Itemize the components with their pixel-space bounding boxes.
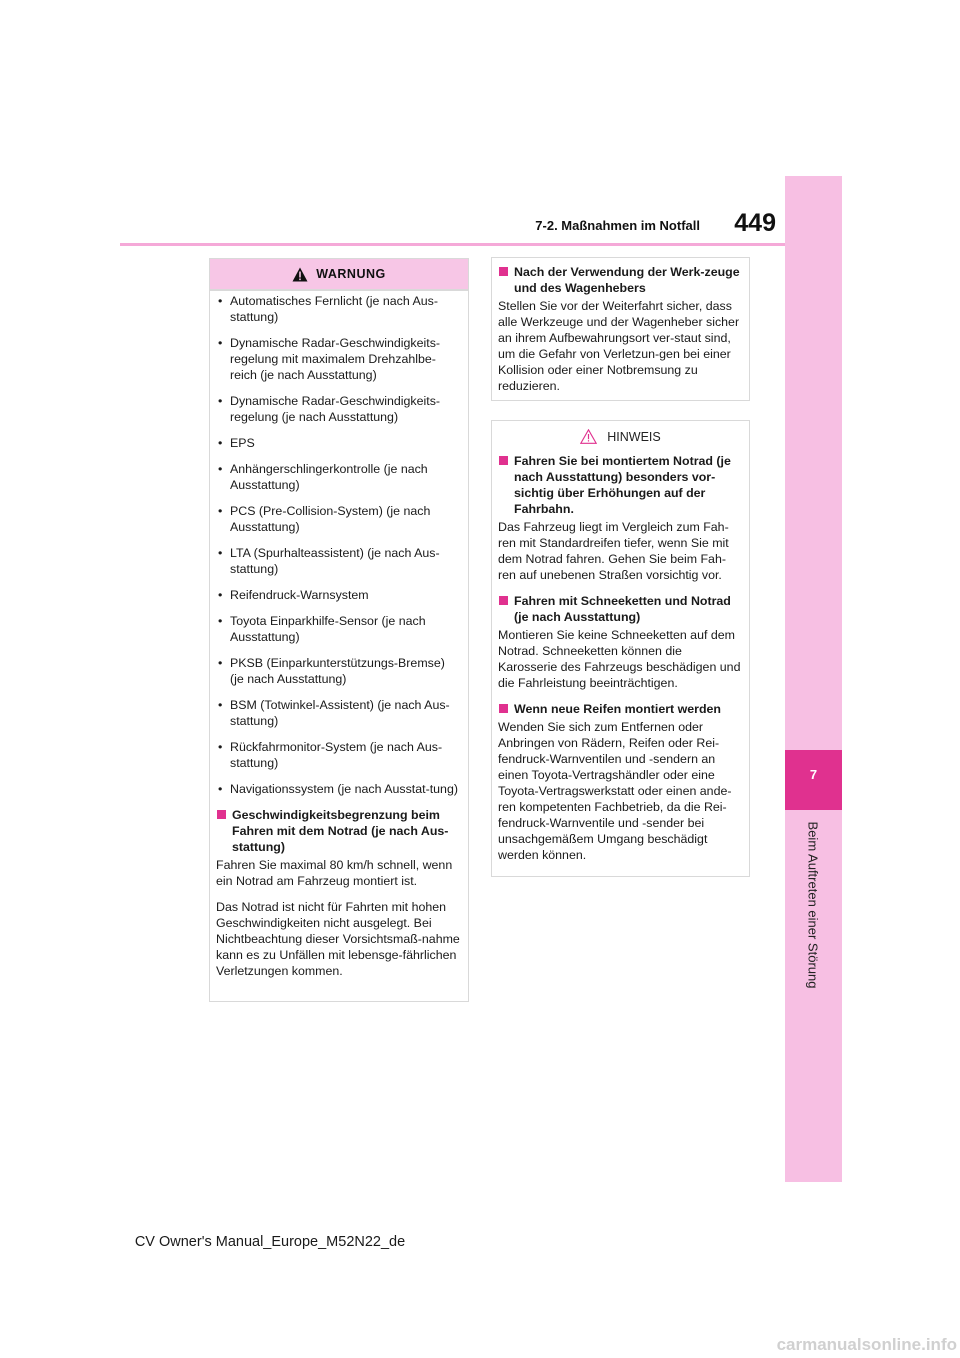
chapter-label: Beim Auftreten einer Störung xyxy=(805,821,821,989)
caution-triangle-icon xyxy=(580,429,597,444)
spare-speed-warning-text: Das Notrad ist nicht für Fahrten mit hohen Geschwindigkeiten nicht ausgelegt. Bei Nichtbeachtung dieser Vorsichtsmaß-nahme kann es zu Unfällen mit lebensge-fährlichen Verletzungen kommen. xyxy=(216,900,460,978)
list-item: • LTA (Spurhalteassistent) (je nach Aus-stattung) xyxy=(218,546,440,576)
notice-text-spare: Das Fahrzeug liegt im Vergleich zum Fah-ren mit Standardreifen tiefer, wenn Sie mit dem Notrad fahren. Gehen Sie beim Fah-ren auf unebenen Straßen vorsichtig vor. xyxy=(498,520,729,582)
chapter-number-box: 7 xyxy=(785,750,842,810)
notice-heading-chains: Fahren mit Schneeketten und Notrad (je nach Ausstattung) xyxy=(498,593,741,625)
warning-body xyxy=(209,290,469,1002)
tools-text: Stellen Sie vor der Weiterfahrt sicher, dass alle Werkzeuge und der Wagenheber sicher an ihrem Aufbewahrungsort ver-staut sind, um die Gefahr von Verletzun-gen bei einer Kollision oder einer Notbremsung zu reduzieren. xyxy=(498,299,740,393)
list-item: • Automatisches Fernlicht (je nach Aus-stattung) xyxy=(218,294,438,324)
list-item: • EPS xyxy=(218,436,255,450)
warning-header xyxy=(209,258,469,290)
list-item: • PKSB (Einparkunterstützungs-Bremse) (je nach Ausstattung) xyxy=(218,656,445,686)
list-item: • Toyota Einparkhilfe-Sensor (je nach Ausstattung) xyxy=(218,614,426,644)
list-item: • Dynamische Radar-Geschwindigkeits-regelung mit maximalem Drehzahlbe-reich (je nach Ausstattung) xyxy=(218,336,441,382)
notice-heading-new-tires: Wenn neue Reifen montiert werden xyxy=(498,701,741,717)
list-item: • Dynamische Radar-Geschwindigkeits-regelung (je nach Ausstattung) xyxy=(218,394,441,424)
warning-triangle-icon xyxy=(292,267,308,282)
pink-square-bullet-icon xyxy=(499,596,508,605)
notice-text-chains: Montieren Sie keine Schneeketten auf dem Notrad. Schneeketten können die Karosserie des Fahrzeugs beschädigen und die Fahrleistung beeinträchtigen. xyxy=(498,628,741,690)
list-item: • Anhängerschlingerkontrolle (je nach Ausstattung) xyxy=(218,462,428,492)
list-item: • PCS (Pre-Collision-System) (je nach Ausstattung) xyxy=(218,504,431,534)
list-item: • Navigationssystem (je nach Ausstat-tung) xyxy=(218,782,458,796)
watermark-logo xyxy=(725,1330,960,1358)
pink-square-bullet-icon xyxy=(499,267,508,276)
footer-manual-id: CV Owner's Manual_Europe_M52N22_de xyxy=(134,1234,406,1250)
header-rule xyxy=(120,243,785,246)
list-item: • Rückfahrmonitor-System (je nach Aus-stattung) xyxy=(218,740,443,770)
section-title: 7-2. Maßnahmen im Notfall xyxy=(535,218,700,233)
pink-square-bullet-icon xyxy=(499,456,508,465)
tools-heading: Nach der Verwendung der Werk-zeuge und des Wagenhebers xyxy=(498,264,741,296)
spare-speed-text: Fahren Sie maximal 80 km/h schnell, wenn ein Notrad am Fahrzeug montiert ist. xyxy=(216,858,453,888)
notice-header xyxy=(491,420,750,452)
tools-box xyxy=(491,257,750,401)
list-item: • BSM (Totwinkel-Assistent) (je nach Aus-stattung) xyxy=(218,698,450,728)
pink-square-bullet-icon xyxy=(217,810,226,819)
notice-text-new-tires: Wenden Sie sich zum Entfernen oder Anbringen von Rädern, Reifen oder Rei-fendruck-Warnventilen und -sendern an einen Toyota-Vertragshändler oder eine Toyota-Vertragswerkstatt oder einen ande-ren kompetenten Fachbetrieb, da die Rei-fendruck-Warnventile und -sender bei unsachgemäßem Umgang beschädigt werden können. xyxy=(498,720,732,862)
notice-title: HINWEIS xyxy=(607,429,661,444)
list-item: • Reifendruck-Warnsystem xyxy=(218,588,369,602)
pink-square-bullet-icon xyxy=(499,704,508,713)
notice-heading-spare: Fahren Sie bei montiertem Notrad (je nach Ausstattung) besonders vor-sichtig über Erhöhungen auf der Fahrbahn. xyxy=(498,453,741,517)
notice-body xyxy=(491,451,750,877)
spare-speed-heading: Geschwindigkeitsbegrenzung beim Fahren mit dem Notrad (je nach Aus-stattung) xyxy=(216,807,460,855)
warning-title: WARNUNG xyxy=(316,267,386,281)
svg-text:carmanualsonline.info: carmanualsonline.info xyxy=(776,1335,957,1354)
page-number: 449 xyxy=(734,209,776,237)
